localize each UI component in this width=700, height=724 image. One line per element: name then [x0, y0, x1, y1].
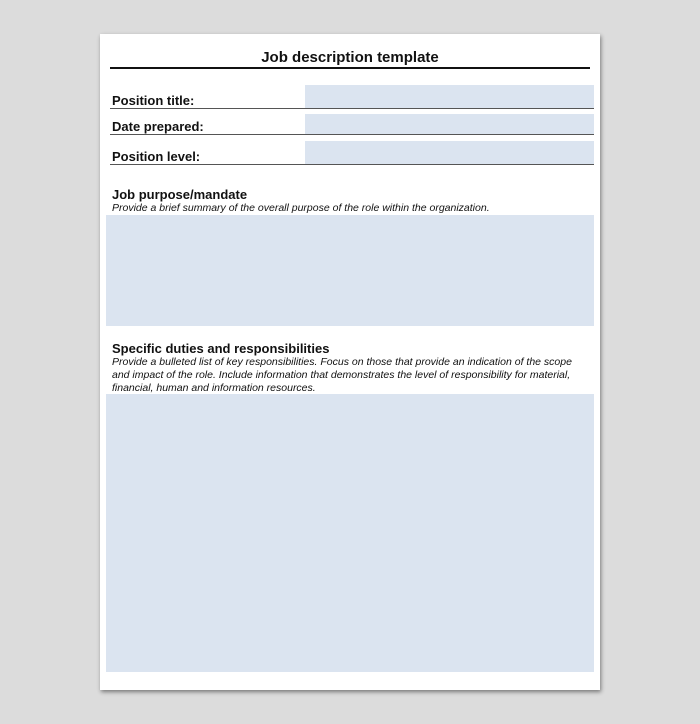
title-divider — [110, 67, 590, 69]
position-title-field[interactable] — [305, 85, 594, 108]
job-purpose-textarea[interactable] — [106, 215, 594, 326]
document-title: Job description template — [261, 49, 439, 66]
document-page — [100, 34, 600, 690]
duties-heading: Specific duties and responsibilities — [112, 341, 330, 356]
date-prepared-field[interactable] — [305, 114, 594, 134]
position-title-underline — [110, 108, 594, 109]
date-prepared-underline — [110, 134, 594, 135]
job-purpose-description: Provide a brief summary of the overall purpose of the role within the organization. — [112, 202, 490, 214]
duties-description: Provide a bulleted list of key responsibilities. Focus on those that provide an indication of the scope and impact of the role. Include information that demonstrates the level of responsibility for material, financial, human and information resources. — [112, 356, 572, 394]
job-purpose-heading: Job purpose/mandate — [112, 187, 248, 202]
position-title-label: Position title: — [112, 93, 195, 108]
position-level-underline — [110, 164, 594, 165]
duties-textarea[interactable] — [106, 394, 594, 672]
position-level-label: Position level: — [112, 149, 201, 164]
position-level-field[interactable] — [305, 141, 594, 164]
date-prepared-label: Date prepared: — [112, 119, 204, 134]
